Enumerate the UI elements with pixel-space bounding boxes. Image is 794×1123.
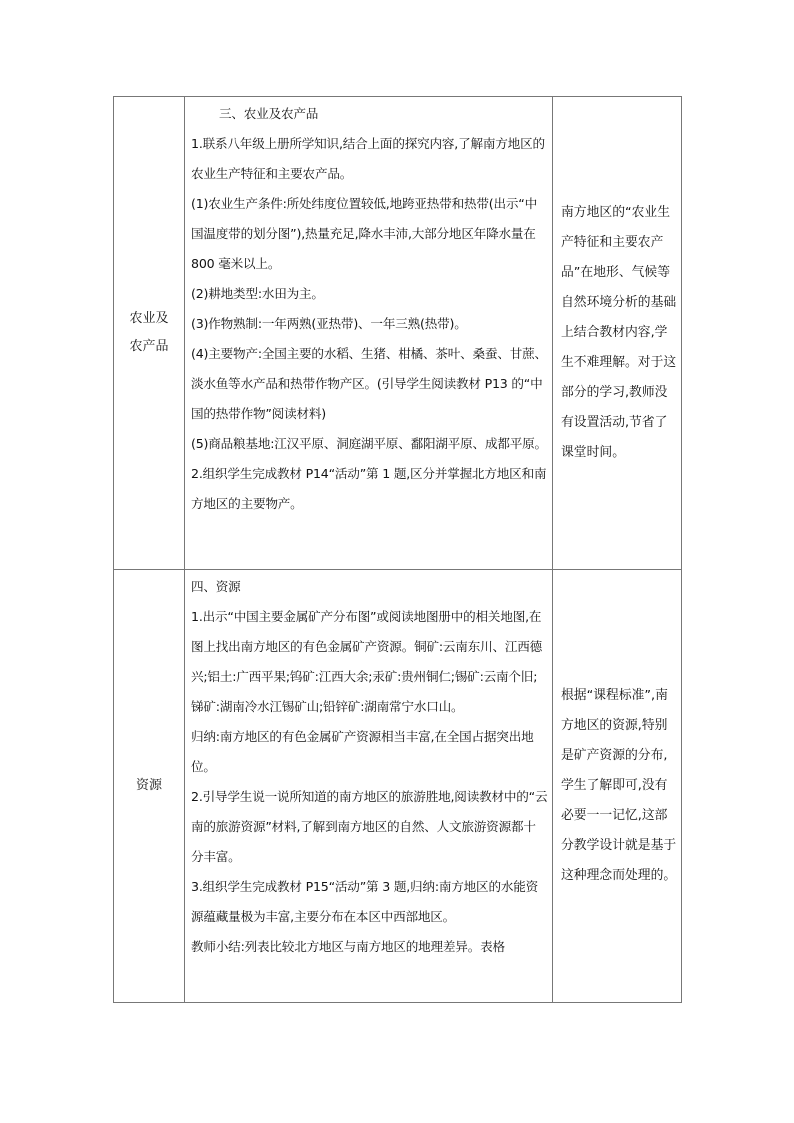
paragraph: 归纳:南方地区的有色金属矿产资源相当丰富,在全国占据突出地位。 [191, 729, 534, 774]
paragraph: 教师小结:列表比较北方地区与南方地区的地理差异。表格 [191, 939, 505, 954]
topic-label: 资源 [135, 778, 162, 793]
paragraph: 3.组织学生完成教材 P15“活动”第 3 题,归纳:南方地区的水能资源蕴藏量极为丰富,主要分布在本区中西部地区。 [191, 879, 539, 924]
paragraph: (2)耕地类型:水田为主。 [191, 286, 324, 301]
topic-cell [114, 570, 185, 1003]
paragraph: 1.出示“中国主要金属矿产分布图”或阅读地图册中的相关地图,在图上找出南方地区的有色金属矿产资源。铜矿:云南东川、江西德兴;铝土:广西平果;钨矿:江西大余;汞矿:贵州铜仁;锡矿:云南个旧;锑矿:湖南冷水江锡矿山;铅锌矿:湖南常宁水口山。 [191, 609, 543, 714]
paragraph: 1.联系八年级上册所学知识,结合上面的探究内容,了解南方地区的农业生产特征和主要农产品。 [191, 136, 545, 181]
content-cell [185, 97, 553, 570]
topic-label: 农业及 [129, 311, 169, 326]
content-cell [185, 570, 553, 1003]
topic-label: 农产品 [129, 339, 169, 354]
paragraph: (1)农业生产条件:所处纬度位置较低,地跨亚热带和热带(出示“中国温度带的划分图”),热量充足,降水丰沛,大部分地区年降水量在 800 毫米以上。 [191, 196, 537, 271]
design-note: 南方地区的“农业生产特征和主要农产品”在地形、气候等自然环境分析的基础上结合教材内容,学生不难理解。对于这部分的学习,教师没有设置活动,节省了课堂时间。 [561, 205, 677, 460]
lesson-plan-table [113, 96, 682, 1003]
design-note: 根据“课程标准”,南方地区的资源,特别是矿产资源的分布,学生了解即可,没有必要一一记忆,这部分教学设计就是基于这种理念而处理的。 [561, 688, 677, 883]
paragraph: 2.组织学生完成教材 P14“活动”第 1 题,区分并掌握北方地区和南方地区的主要物产。 [191, 466, 547, 511]
table-row [114, 97, 682, 570]
paragraph: (4)主要物产:全国主要的水稻、生猪、柑橘、茶叶、桑蚕、甘蔗、淡水鱼等水产品和热带作物产区。(引导学生阅读教材 P13 的“中国的热带作物”阅读材料) [191, 346, 547, 421]
note-cell [553, 97, 682, 570]
table-row [114, 570, 682, 1003]
section-heading: 四、资源 [191, 579, 241, 594]
paragraph: (3)作物熟制:一年两熟(亚热带)、一年三熟(热带)。 [191, 316, 467, 331]
topic-cell [114, 97, 185, 570]
note-cell [553, 570, 682, 1003]
paragraph: (5)商品粮基地:江汉平原、洞庭湖平原、鄱阳湖平原、成都平原。 [191, 436, 547, 451]
section-heading: 三、农业及农产品 [219, 106, 319, 121]
paragraph: 2.引导学生说一说所知道的南方地区的旅游胜地,阅读教材中的“云南的旅游资源”材料,了解到南方地区的自然、人文旅游资源都十分丰富。 [191, 789, 548, 864]
